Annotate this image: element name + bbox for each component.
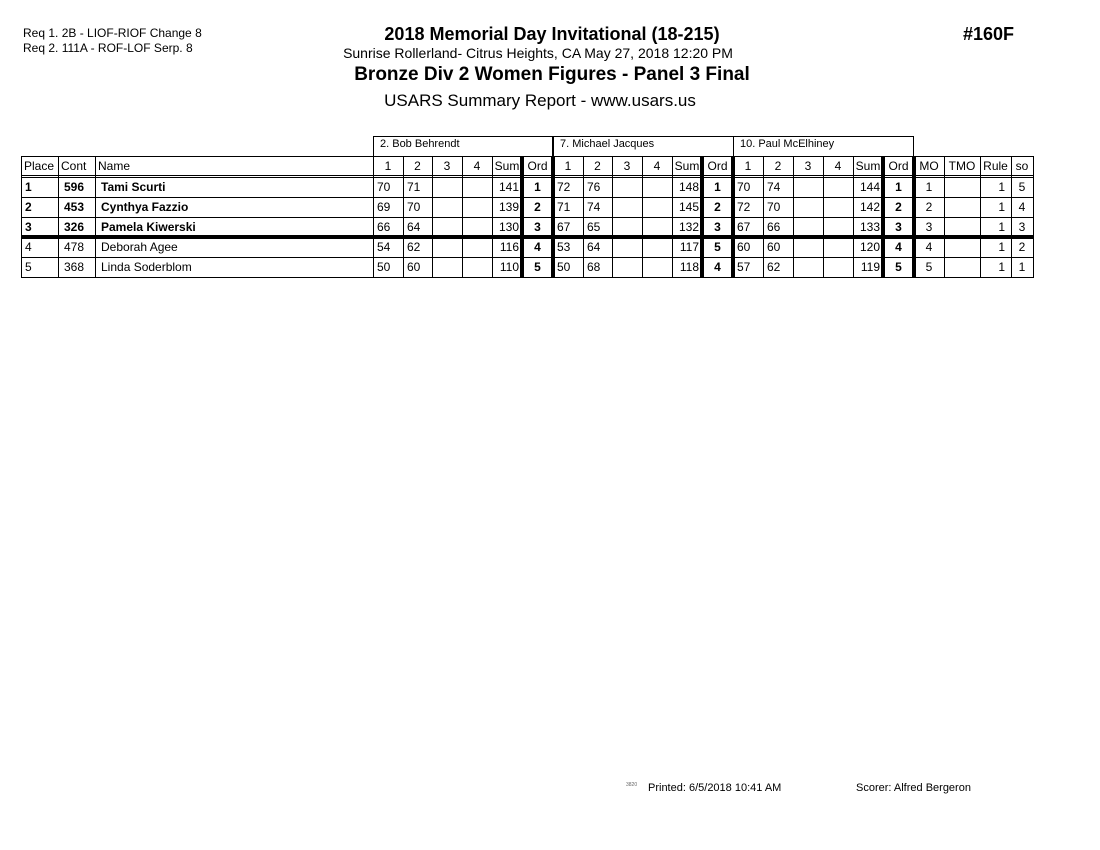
- scorer-name: Scorer: Alfred Bergeron: [856, 782, 971, 794]
- judge-1-score: [462, 178, 492, 198]
- rule: 1: [998, 200, 1005, 214]
- rule: 1: [998, 220, 1005, 234]
- judge-1-score: 66: [377, 220, 391, 234]
- printed-timestamp: Printed: 6/5/2018 10:41 AM: [648, 782, 782, 794]
- tmo: [944, 178, 980, 198]
- report-line: USARS Summary Report - www.usars.us: [384, 91, 696, 110]
- judge-2-score: 53: [557, 240, 571, 254]
- contestant-number: 368: [64, 260, 85, 274]
- judge-2-score: [612, 238, 642, 258]
- column-header-judge-1: 3: [443, 159, 451, 173]
- judge-1-score: 130: [498, 220, 519, 234]
- judge-3-score: 5: [895, 260, 902, 274]
- judge-2-score: 64: [587, 240, 601, 254]
- grid-line: [21, 257, 1034, 258]
- judge-3-score: 60: [737, 240, 751, 254]
- column-header-judge-2: 4: [653, 159, 661, 173]
- judge-1-score: 110: [499, 260, 519, 274]
- event-name: Bronze Div 2 Women Figures - Panel 3 Final: [354, 64, 750, 85]
- judge-1-score: [432, 198, 462, 218]
- medal-cutoff-line: [21, 235, 1034, 239]
- judge-3-score: [823, 198, 853, 218]
- judge-2-score: [642, 198, 672, 218]
- so: 3: [1018, 220, 1026, 234]
- judge-3-score: 133: [859, 220, 880, 234]
- column-header-judge-2: 2: [594, 159, 601, 173]
- so: 5: [1018, 180, 1026, 194]
- tmo: [944, 258, 980, 278]
- skater-name: Cynthya Fazzio: [101, 200, 189, 214]
- judge-2-score: 72: [557, 180, 571, 194]
- column-header-judge-1: 1: [384, 159, 392, 173]
- judge-1-score: 116: [499, 240, 519, 254]
- judge-3-score: 120: [859, 240, 880, 254]
- grid-line: [21, 156, 1034, 157]
- judge-header: 10. Paul McElhiney: [733, 136, 914, 157]
- grid-line: [21, 197, 1034, 198]
- judge-2-score: [612, 198, 642, 218]
- judge-3-score: [793, 178, 823, 198]
- mo: 2: [925, 200, 933, 214]
- grid-line: [21, 277, 1034, 278]
- tmo: [944, 198, 980, 218]
- skater-name: Deborah Agee: [101, 240, 178, 254]
- judge-3-score: 70: [767, 200, 781, 214]
- judge-2-score: 74: [587, 200, 601, 214]
- judge-3-score: [823, 178, 853, 198]
- judge-1-score: 5: [534, 260, 541, 274]
- place: 1: [25, 180, 32, 194]
- rule: 1: [998, 180, 1005, 194]
- column-header-judge-1: 2: [414, 159, 421, 173]
- judge-1-score: 50: [377, 260, 391, 274]
- grid-line: [21, 217, 1034, 218]
- tmo: [944, 238, 980, 258]
- judge-2-score: [642, 238, 672, 258]
- place: 3: [25, 220, 32, 234]
- judge-3-score: 62: [767, 260, 781, 274]
- judge-1-score: [432, 258, 462, 278]
- so: 2: [1018, 240, 1026, 254]
- mo: 4: [925, 240, 933, 254]
- judge-3-score: 70: [737, 180, 751, 194]
- judge-3-score: 4: [895, 240, 902, 254]
- judge-2-score: [642, 178, 672, 198]
- judge-2-score: [612, 178, 642, 198]
- column-header-place: Place: [24, 159, 55, 173]
- contestant-number: 478: [64, 240, 85, 254]
- column-header-judge-2: 1: [564, 159, 572, 173]
- judge-2-score: 1: [714, 180, 721, 194]
- judge-3-score: 144: [859, 180, 880, 194]
- event-number: #160F: [963, 24, 1015, 44]
- column-header-judge-2: Sum: [674, 159, 700, 173]
- judge-3-score: 3: [895, 220, 902, 234]
- judge-1-score: [462, 238, 492, 258]
- judge-2-score: 71: [557, 200, 571, 214]
- judge-2-score: 3: [714, 220, 721, 234]
- column-header-cont: Cont: [61, 159, 87, 173]
- judge-1-score: 62: [407, 240, 421, 254]
- judge-2-score: 67: [557, 220, 571, 234]
- judge-2-score: 76: [587, 180, 601, 194]
- judge-1-score: 64: [407, 220, 421, 234]
- judge-1-score: 1: [534, 180, 541, 194]
- column-header-judge-3: 1: [744, 159, 752, 173]
- judge-2-score: 132: [678, 220, 699, 234]
- judge-1-score: 69: [377, 200, 391, 214]
- column-header-judge-2: Ord: [707, 159, 728, 173]
- judge-1-score: [432, 178, 462, 198]
- column-header-mo: MO: [919, 159, 939, 173]
- judge-1-score: [432, 238, 462, 258]
- judge-2-score: 2: [714, 200, 721, 214]
- footer-code: 3820: [626, 782, 638, 788]
- column-header-judge-1: 4: [473, 159, 481, 173]
- judge-1-score: 54: [377, 240, 391, 254]
- judge-3-score: 74: [767, 180, 781, 194]
- judge-1-score: 71: [407, 180, 421, 194]
- judge-2-score: 145: [678, 200, 699, 214]
- judge-1-score: 139: [498, 200, 519, 214]
- judge-2-score: 4: [714, 260, 721, 274]
- judge-3-score: 60: [767, 240, 781, 254]
- judge-3-score: 142: [859, 200, 880, 214]
- venue-line: Sunrise Rollerland- Citrus Heights, CA May 27, 2018 12:20 PM: [343, 45, 733, 61]
- column-header-judge-1: Ord: [527, 159, 548, 173]
- judge-3-score: [823, 258, 853, 278]
- column-header-judge-3: 3: [804, 159, 812, 173]
- judge-1-score: 141: [498, 180, 519, 194]
- judge-2-score: 68: [587, 260, 601, 274]
- judge-3-score: 57: [737, 260, 751, 274]
- requirement-2: Req 2. 111A - ROF-LOF Serp. 8: [23, 41, 193, 55]
- mo: 1: [925, 180, 933, 194]
- judge-3-score: 2: [895, 200, 902, 214]
- judge-3-score: 1: [895, 180, 902, 194]
- judge-1-score: 2: [534, 200, 541, 214]
- judge-3-score: 66: [767, 220, 781, 234]
- judge-3-score: [823, 238, 853, 258]
- so: 4: [1018, 200, 1026, 214]
- mo: 3: [925, 220, 933, 234]
- skater-name: Tami Scurti: [101, 180, 166, 194]
- grid-line: [21, 177, 1034, 178]
- grid-line: [21, 175, 1034, 176]
- judge-header: 2. Bob Behrendt: [373, 136, 553, 157]
- judge-3-score: 72: [737, 200, 751, 214]
- judge-1-score: 70: [407, 200, 421, 214]
- judge-2-score: 65: [587, 220, 601, 234]
- rule: 1: [998, 260, 1005, 274]
- skater-name: Linda Soderblom: [101, 260, 192, 274]
- place: 2: [25, 200, 32, 214]
- judge-2-score: 118: [679, 260, 699, 274]
- column-header-judge-3: 4: [834, 159, 842, 173]
- column-header-judge-3: Ord: [888, 159, 909, 173]
- contestant-number: 596: [64, 180, 85, 194]
- judge-1-score: 3: [534, 220, 541, 234]
- judge-2-score: 117: [679, 240, 699, 254]
- judge-header: 7. Michael Jacques: [553, 136, 734, 157]
- judge-3-score: [793, 198, 823, 218]
- judge-1-score: 70: [377, 180, 391, 194]
- column-header-so: so: [1015, 159, 1029, 173]
- judge-3-score: 119: [860, 260, 880, 274]
- column-header-judge-3: Sum: [855, 159, 881, 173]
- event-title: 2018 Memorial Day Invitational (18-215): [384, 24, 720, 44]
- column-header-name: Name: [98, 159, 131, 173]
- judge-2-score: [642, 258, 672, 278]
- judge-3-score: [793, 258, 823, 278]
- judge-2-score: 5: [714, 240, 721, 254]
- contestant-number: 453: [64, 200, 85, 214]
- column-header-judge-3: 2: [774, 159, 782, 173]
- so: 1: [1018, 260, 1026, 274]
- skater-name: Pamela Kiwerski: [101, 220, 196, 234]
- column-header-judge-1: Sum: [494, 159, 520, 173]
- mo: 5: [925, 260, 933, 274]
- rule: 1: [998, 240, 1005, 254]
- contestant-number: 326: [64, 220, 85, 234]
- judge-1-score: 4: [534, 240, 541, 254]
- judge-1-score: 60: [407, 260, 421, 274]
- judge-2-score: [612, 258, 642, 278]
- place: 5: [25, 260, 32, 274]
- column-header-judge-2: 3: [623, 159, 631, 173]
- judge-3-score: [793, 238, 823, 258]
- column-header-tmo: TMO: [948, 159, 976, 173]
- requirement-1: Req 1. 2B - LIOF-RIOF Change 8: [23, 26, 202, 40]
- judge-1-score: [462, 198, 492, 218]
- judge-3-score: 67: [737, 220, 751, 234]
- judge-2-score: 148: [678, 180, 699, 194]
- judge-1-score: [462, 258, 492, 278]
- column-header-rule: Rule: [983, 159, 1008, 173]
- place: 4: [25, 240, 32, 254]
- judge-2-score: 50: [557, 260, 571, 274]
